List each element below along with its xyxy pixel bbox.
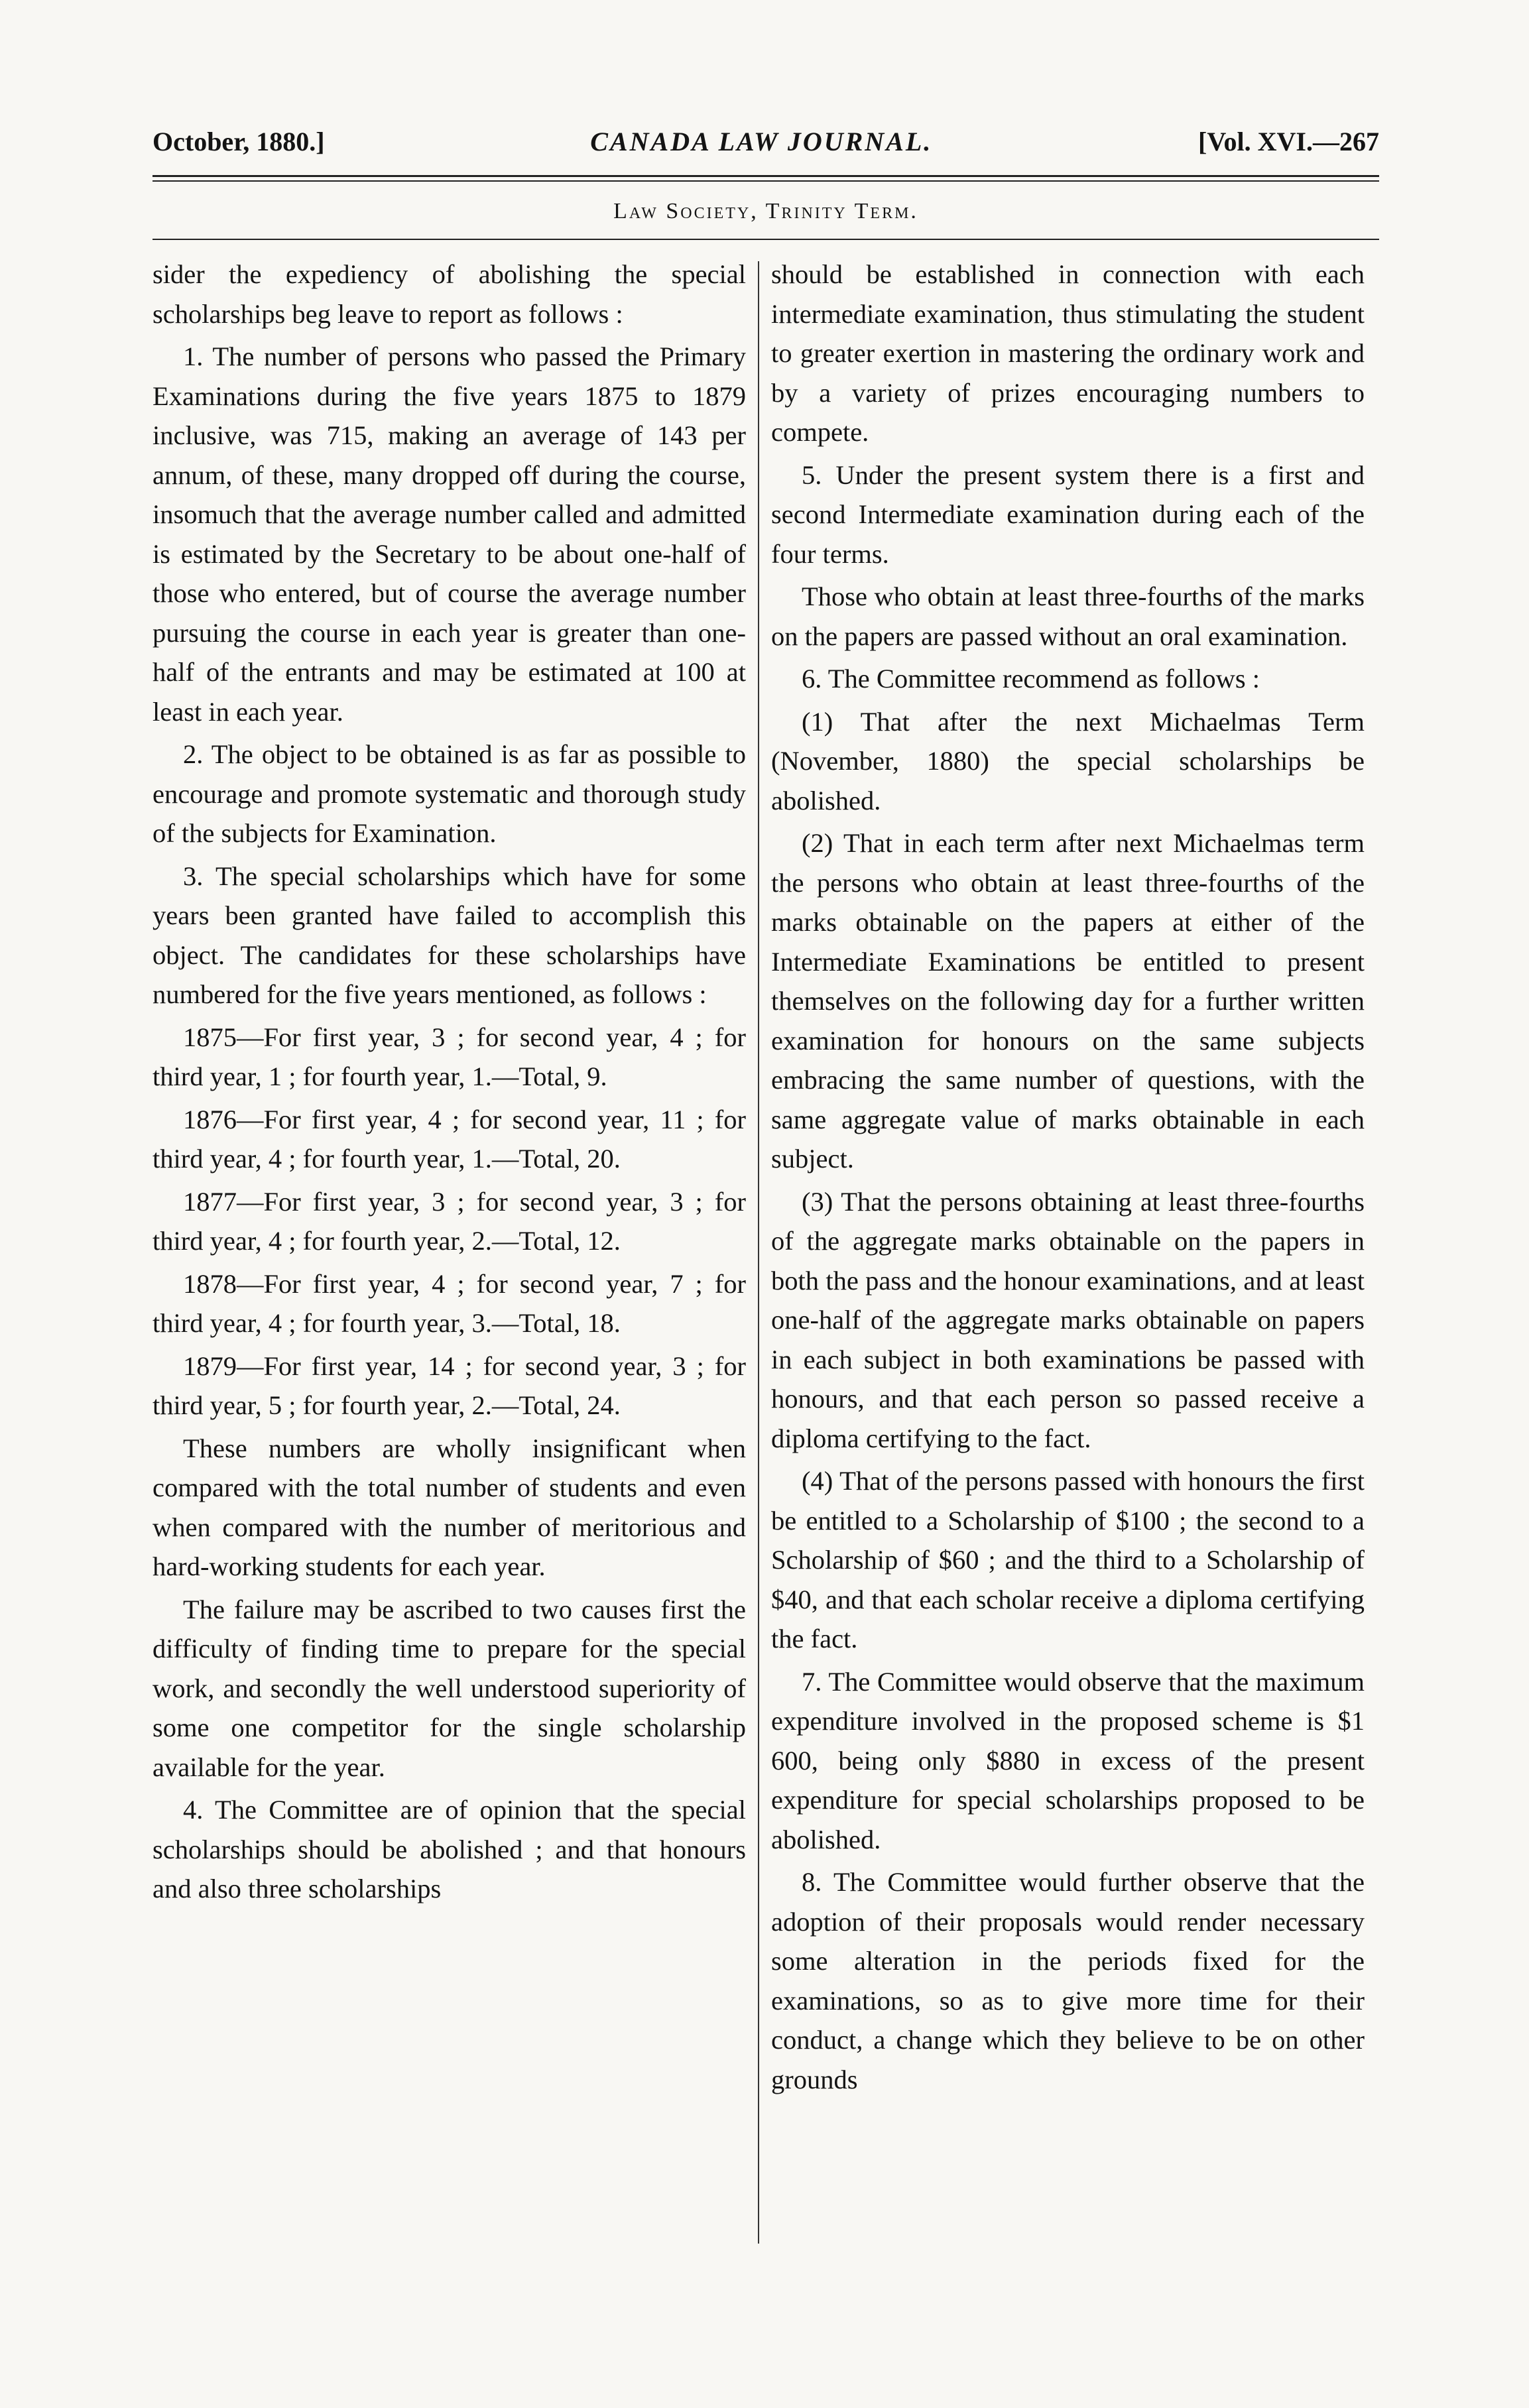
- header-double-rule: [153, 175, 1379, 182]
- header-journal-title: CANADA LAW JOURNAL.: [590, 127, 933, 156]
- paragraph: (2) That in each term after next Michaelmas term the persons who obtain at least three-fourths of the marks obtainable on the papers at either of the Intermediate Examinations be entitled to present themselves on the following day for a further written examination for honours on the same subjects embracing the same number of questions, with the same aggregate value of marks obtainable in each subject.: [771, 828, 1365, 1174]
- paragraph: 1875—For first year, 3 ; for second year, 4 ; for third year, 1 ; for fourth year, 1.—Total, 9.: [153, 1022, 746, 1091]
- header-date: October, 1880.]: [153, 127, 325, 156]
- paragraph: sider the expediency of abolishing the special scholarships beg leave to report as follows :: [153, 259, 746, 329]
- paragraph: 1878—For first year, 4 ; for second year, 7 ; for third year, 4 ; for fourth year, 3.—Total, 18.: [153, 1268, 746, 1338]
- paragraph: Those who obtain at least three-fourths of the marks on the papers are passed without an oral examination.: [771, 581, 1365, 651]
- paragraph: 2. The object to be obtained is as far as possible to encourage and promote systematic and thorough study of the subjects for Examination.: [153, 739, 746, 848]
- right-column: [759, 255, 1365, 2257]
- paragraph: (4) That of the persons passed with honours the first be entitled to a Scholarship of $100 ; the second to a Scholarship of $60 ; and the third to a Scholarship of $40, and that each scholar receive a diploma certifying the fact.: [771, 1466, 1365, 1654]
- paragraph: 4. The Committee are of opinion that the special scholarships should be abolished ; and that honours and also three scholarships: [153, 1795, 746, 1903]
- running-header: [153, 126, 1379, 163]
- journal-page: [153, 126, 1379, 2257]
- section-title: Law Society, Trinity Term.: [613, 199, 918, 223]
- paragraph: (3) That the persons obtaining at least three-fourths of the aggregate marks obtainable on the papers in both the pass and the honour examinations, and at least one-half of the aggregate marks obtainable on papers in each subject in both examinations be passed with honours, and that each person so passed receive a diploma certifying to the fact.: [771, 1186, 1365, 1453]
- paragraph: These numbers are wholly insignificant when compared with the total number of students and even when compared with the number of meritorious and hard-working students for each year.: [153, 1433, 746, 1581]
- paragraph: 7. The Committee would observe that the maximum expenditure involved in the proposed scheme is $1 600, being only $880 in excess of the present expenditure for special scholarships proposed to be abolished.: [771, 1666, 1365, 1854]
- paragraph: 5. Under the present system there is a first and second Intermediate examination during each of the four terms.: [771, 459, 1365, 569]
- paragraph: 1877—For first year, 3 ; for second year, 3 ; for third year, 4 ; for fourth year, 2.—Total, 12.: [153, 1186, 746, 1256]
- header-volume-page: [Vol. XVI.—267: [1198, 127, 1379, 156]
- paragraph: 1879—For first year, 14 ; for second year, 3 ; for third year, 5 ; for fourth year, 2.—Total, 24.: [153, 1351, 746, 1420]
- paragraph: 3. The special scholarships which have for some years been granted have failed to accomplish this object. The candidates for these scholarships have numbered for the five years mentioned, as follows :: [153, 861, 746, 1009]
- text-columns: [153, 255, 1379, 2257]
- paragraph: (1) That after the next Michaelmas Term (November, 1880) the special scholarships be abolished.: [771, 706, 1365, 815]
- paragraph: 1. The number of persons who passed the Primary Examinations during the five years 1875 to 1879 inclusive, was 715, making an average of 143 per annum, of these, many dropped off during the course, insomuch that the average number called and admitted is estimated by the Secretary to be about one-half of those who entered, but of course the average number pursuing the course in each year is greater than one-half of the entrants and may be estimated at 100 at least in each year.: [153, 341, 746, 727]
- section-rule: [153, 239, 1379, 240]
- paragraph: 6. The Committee recommend as follows :: [802, 664, 1260, 693]
- paragraph: 8. The Committee would further observe that the adoption of their proposals would render necessary some alteration in the periods fixed for the examinations, so as to give more time for their conduct, a change which they believe to be on other grounds: [771, 1867, 1365, 2094]
- paragraph: The failure may be ascribed to two causes first the difficulty of finding time to prepare for the special work, and secondly the well understood superiority of some one competitor for the single scholarship available for the year.: [153, 1594, 746, 1782]
- paragraph: should be established in connection with each intermediate examination, thus stimulating the student to greater exertion in mastering the ordinary work and by a variety of prizes encouraging numbers to compete.: [771, 259, 1365, 447]
- left-column: [153, 255, 758, 2257]
- paragraph: 1876—For first year, 4 ; for second year, 11 ; for third year, 4 ; for fourth year, 1.—Total, 20.: [153, 1104, 746, 1174]
